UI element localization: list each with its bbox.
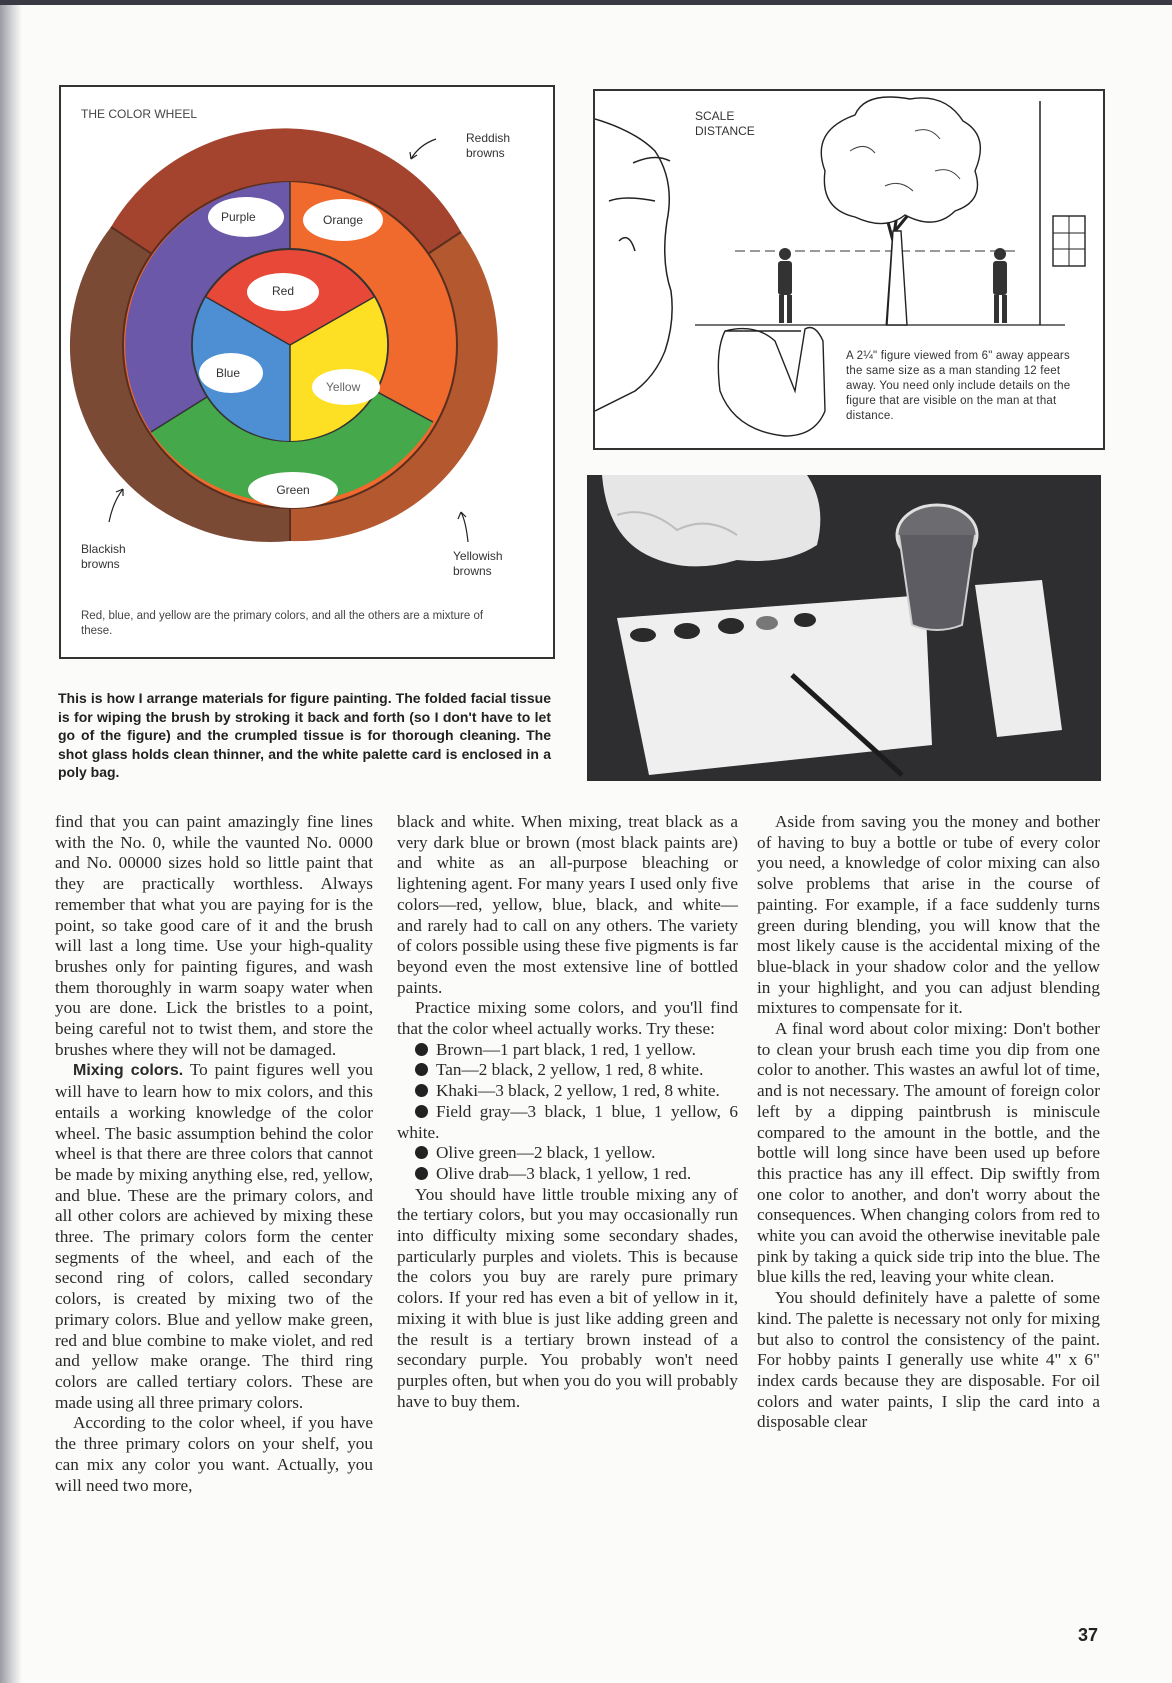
mix-recipe-olive-green: Olive green—2 black, 1 yellow. bbox=[397, 1143, 738, 1164]
scale-distance-caption: A 2¼" figure viewed from 6" away appears the same size as a man standing 12 feet away. You need only include details on the figure that are visible on the man at that distance. bbox=[846, 350, 1071, 422]
col2-paragraph-3: You should have little trouble mixing any of the tertiary colors, but you may occasionally run into difficulty mixing some secondary shades, particularly purples and violets. This is because the colors you buy are rarely pure primary colors. If your red has even a bit of yellow in it, mixing it with blue is just like adding green and the result is a tertiary brown instead of a secondary purple. You probably won't need purples often, but when you do you will probably have to buy them. bbox=[397, 1184, 738, 1411]
col3-paragraph-2: A final word about color mixing: Don't bother to clean your brush each time you dip from one color to another. This wastes an awful lot of time, and is not necessary. The amount of foreign color left by a dipping paintbrush is miniscule compared to the amount in the bottle, and the bottle will long since have been used up before this practice has any ill effect. Dip swiftly from one color to another, and don't worry about the consequences. When changing colors from red to white you can avoid the otherwise inevitable pale pink by taking a quick side trip into the blue. The blue kills the red, leaving your white clean. bbox=[757, 1019, 1100, 1287]
tree bbox=[821, 97, 980, 325]
mix-recipe-brown: Brown—1 part black, 1 red, 1 yellow. bbox=[397, 1040, 738, 1061]
orange-label: Orange bbox=[323, 213, 364, 227]
color-wheel-caption: Red, blue, and yellow are the primary colors, and all the others are a mixture of these. bbox=[81, 610, 484, 637]
text-column-3 bbox=[757, 812, 1100, 1433]
bullet-icon bbox=[415, 1105, 428, 1118]
green-label: Green bbox=[276, 483, 310, 497]
scale-distance-figure bbox=[593, 89, 1105, 450]
text-column-1 bbox=[55, 812, 373, 1496]
hand-holding-figure bbox=[718, 328, 825, 437]
bullet-icon bbox=[415, 1146, 428, 1159]
col3-paragraph-1: Aside from saving you the money and bother of having to buy a bottle or tube of every color you need, a knowledge of color mixing can also solve problems that arise in the course of painting. For example, if a face suddenly turns green during blending, you will know that the most likely cause is the accidental mixing of the blue-black in your shadow color and the yellow in your highlight, and you can adjust blending mixtures to compensate for it. bbox=[757, 812, 1100, 1018]
scale-distance-title: SCALE DISTANCE bbox=[695, 109, 755, 138]
materials-photo-art bbox=[587, 475, 1101, 781]
soldier-far bbox=[993, 248, 1007, 323]
mix-recipe-tan: Tan—2 black, 2 yellow, 1 red, 8 white. bbox=[397, 1060, 738, 1081]
purple-label: Purple bbox=[221, 210, 256, 224]
col3-paragraph-3: You should definitely have a palette of some kind. The palette is necessary not only for mixing but also to control the consistency of the paint. For hobby paints I generally use white 4" x 6" index cards because they are disposable. For oil colors and water paints, I slip the card into a disposable clear bbox=[757, 1288, 1100, 1432]
blackish-browns-label: Blackish browns bbox=[81, 542, 126, 571]
reddish-browns-label: Reddish browns bbox=[466, 131, 511, 160]
red-label: Red bbox=[271, 284, 295, 298]
yellowish-browns-label: Yellowish browns bbox=[453, 549, 503, 578]
mix-recipe-field-gray: Field gray—3 black, 1 blue, 1 yellow, 6 white. bbox=[397, 1101, 738, 1142]
col1-paragraph-2 bbox=[55, 1060, 373, 1413]
mix-recipe-khaki: Khaki—3 black, 2 yellow, 1 red, 8 white. bbox=[397, 1081, 738, 1102]
col2-paragraph-1: black and white. When mixing, treat black as a very dark blue or brown (most black paints are) and white as an all-purpose bleaching or lightening agent. For many years I used only five colors—red, yellow, blue, black, and white— and rarely had to call on any others. The variety of colors possible using these five pigments is far beyond even the most extensive line of bottled paints. bbox=[397, 812, 738, 997]
yellow-label: Yellow bbox=[326, 380, 361, 394]
materials-photo bbox=[587, 475, 1101, 781]
viewer-head bbox=[595, 119, 672, 411]
photo-caption: This is how I arrange materials for figure painting. The folded facial tissue is for wiping the brush by stroking it back and forth (so I don't have to let go of the figure) and the crumpled tissue is for thorough cleaning. The shot glass holds clean thinner, and the white palette card is enclosed in a poly bag. bbox=[58, 690, 551, 780]
text-column-2 bbox=[397, 812, 738, 1412]
col1-paragraph-3: According to the color wheel, if you have the three primary colors on your shelf, you can mix any color you want. Actually, you will need two more, bbox=[55, 1413, 373, 1495]
soldier-near bbox=[778, 248, 792, 323]
col1-paragraph-1: find that you can paint amazingly fine lines with the No. 0, while the vaunted No. 0000 and No. 00000 sizes hold so little paint that they are practically worthless. Always remember that what you are paying for is the point, so take good care of it and the brush will last a long time. Use your high-quality brushes only for painting figures, and wash them thoroughly in warm soapy water when you are done. Lick the bristles to a point, being careful not to twist them, and store the brushes where they will not be damaged. bbox=[55, 812, 373, 1059]
col1-paragraph-2-text: To paint figures well you will have to learn how to mix colors, and this entails a working knowledge of the color wheel. The basic assumption behind the color wheel is that there are three colors that cannot be made by mixing anything else, red, yellow, and blue. These are the primary colors, and all other colors are achieved by mixing these three. The primary colors form the center segments of the wheel, and each of the second ring of colors, called secondary colors, is created by mixing two of the primary colors. Blue and yellow make green, red and blue combine to make violet, and red and yellow make orange. The third ring colors are called tertiary colors. These are made using all three primary colors. bbox=[55, 1060, 373, 1412]
page-top-edge bbox=[0, 0, 1172, 5]
mix-recipe-olive-drab: Olive drab—3 black, 1 yellow, 1 red. bbox=[397, 1164, 738, 1185]
col2-paragraph-2: Practice mixing some colors, and you'll find that the color wheel actually works. Try these: bbox=[397, 998, 738, 1039]
page-spine-shadow bbox=[0, 0, 22, 1683]
bullet-icon bbox=[415, 1084, 428, 1097]
bullet-icon bbox=[415, 1063, 428, 1076]
bullet-icon bbox=[415, 1167, 428, 1180]
color-wheel-title: THE COLOR WHEEL bbox=[81, 107, 198, 121]
color-wheel-figure bbox=[59, 85, 555, 659]
page-number: 37 bbox=[1077, 1625, 1098, 1645]
blue-label: Blue bbox=[216, 366, 241, 380]
bullet-icon bbox=[415, 1043, 428, 1056]
mixing-colors-heading: Mixing colors. bbox=[73, 1062, 184, 1080]
building bbox=[1040, 101, 1085, 325]
